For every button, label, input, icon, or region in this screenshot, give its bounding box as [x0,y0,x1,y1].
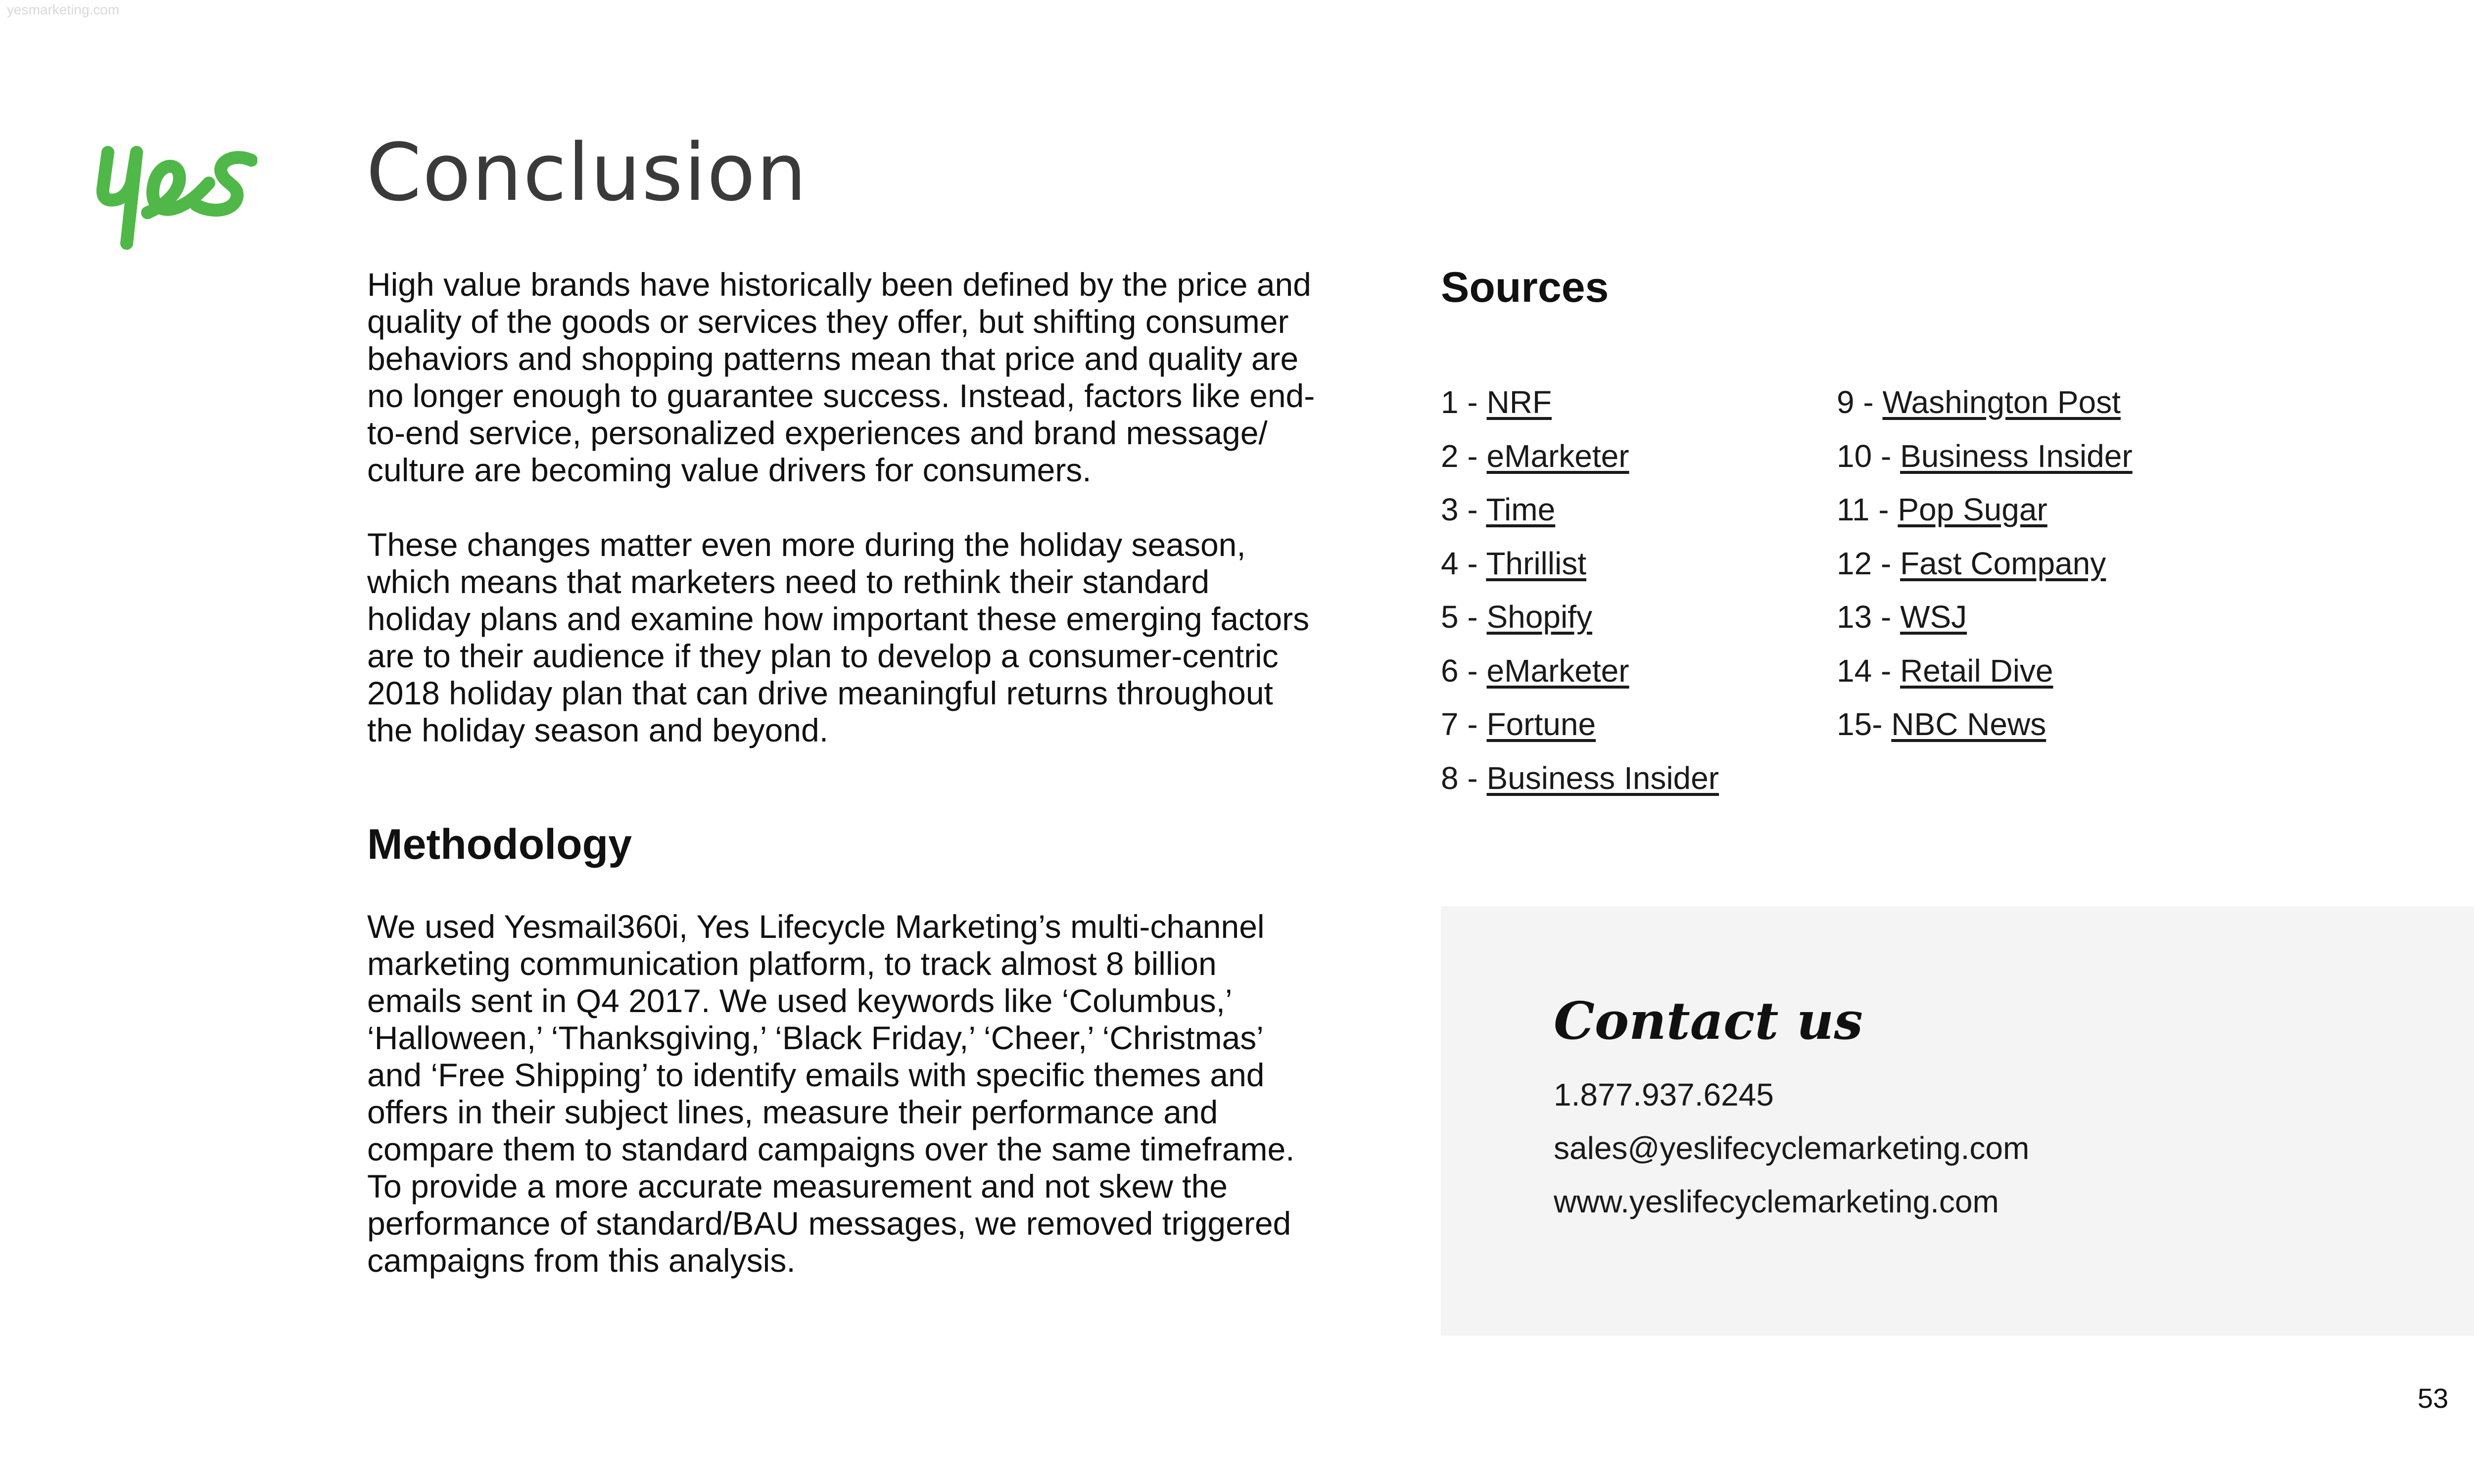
source-item [1441,439,1719,493]
source-number: 12 - [1837,545,1901,581]
source-link-washington-post[interactable]: Washington Post [1882,384,2121,420]
source-number: 3 - [1441,492,1486,527]
source-link-emarketer-2[interactable]: eMarketer [1486,652,1629,689]
source-link-business-insider[interactable]: Business Insider [1486,760,1719,796]
source-item [1837,439,2133,493]
contact-title: Contact us [1554,990,1863,1051]
page-title: Conclusion [366,126,808,219]
source-item [1837,385,2133,439]
methodology-text: We used Yesmail360i, Yes Lifecycle Marketing’s multi-channel marketing communication platform, to track almost 8 billion emails sent in Q4 2017. We used keywords like ‘Columbus,’ ‘Halloween,’ ‘Thanksgiving,’ ‘Black Friday,’ ‘Cheer,’ ‘Christmas’ and ‘Free Shipping’ to identify emails with specific themes and offers in their subject lines, measure their performance and compare them to standard campaigns over the same timeframe. To provide a more accurate measurement and not skew the performance of standard/BAU messages, we removed triggered campaigns from this analysis. [367,908,1295,1279]
source-item [1441,600,1719,653]
source-item [1441,546,1719,600]
source-number: 8 - [1441,760,1487,796]
source-number: 13 - [1837,599,1901,635]
source-item [1837,707,2133,761]
source-link-time[interactable]: Time [1486,492,1556,527]
source-number: 11 - [1837,492,1898,527]
source-item [1441,761,1719,815]
source-number: 5 - [1441,599,1487,635]
source-link-retail-dive[interactable]: Retail Dive [1900,652,2053,689]
contact-email[interactable]: sales@yeslifecyclemarketing.com [1554,1130,2030,1166]
source-link-shopify[interactable]: Shopify [1486,599,1592,635]
corner-label: yesmarketing.com [7,2,120,17]
source-number: 6 - [1441,652,1487,689]
source-item [1441,492,1719,546]
source-number: 15- [1837,706,1892,742]
source-number: 1 - [1441,384,1487,420]
source-number: 9 - [1837,384,1883,420]
source-link-fortune[interactable]: Fortune [1486,706,1596,742]
conclusion-paragraph-1: High value brands have historically been defined by the price and quality of the goods or services they offer, but shifting consumer behaviors and shopping patterns mean that price and quality are no longer enough to guarantee success. Instead, factors like end-to-end service, personalized experiences and brand message/ culture are becoming value drivers for consumers. [367,266,1315,488]
source-item [1837,653,2133,707]
sources-list-column-1 [1441,385,1719,814]
source-link-pop-sugar[interactable]: Pop Sugar [1898,492,2047,527]
source-item [1837,600,2133,653]
source-link-business-insider-2[interactable]: Business Insider [1900,438,2133,474]
source-number: 4 - [1441,545,1486,581]
source-link-wsj[interactable]: WSJ [1900,599,1967,635]
source-link-thrillist[interactable]: Thrillist [1486,545,1586,581]
source-item [1837,492,2133,546]
source-link-fast-company[interactable]: Fast Company [1900,545,2106,581]
source-number: 2 - [1441,438,1487,474]
sources-heading: Sources [1441,264,1609,311]
contact-phone[interactable]: 1.877.937.6245 [1554,1077,1774,1113]
source-link-emarketer[interactable]: eMarketer [1486,438,1629,474]
sources-list-column-2 [1837,385,2133,761]
source-item [1837,546,2133,600]
contact-panel [1441,906,2474,1336]
methodology-heading: Methodology [367,821,632,868]
source-item [1441,707,1719,761]
contact-website[interactable]: www.yeslifecyclemarketing.com [1554,1184,1999,1219]
conclusion-paragraph-2: These changes matter even more during the holiday season, which means that marketers need to rethink their standard holiday plans and examine how important these emerging factors are to their audience if they plan to develop a consumer-centric 2018 holiday plan that can drive meaningful returns throughout the holiday season and beyond. [367,526,1310,748]
source-number: 7 - [1441,706,1487,742]
page-number: 53 [2418,1383,2449,1414]
source-number: 10 - [1837,438,1901,474]
source-link-nbc-news[interactable]: NBC News [1891,706,2046,742]
source-item [1441,653,1719,707]
source-link-nrf[interactable]: NRF [1486,384,1552,420]
yes-logo [94,139,257,257]
source-item [1441,385,1719,439]
source-number: 14 - [1837,652,1901,689]
